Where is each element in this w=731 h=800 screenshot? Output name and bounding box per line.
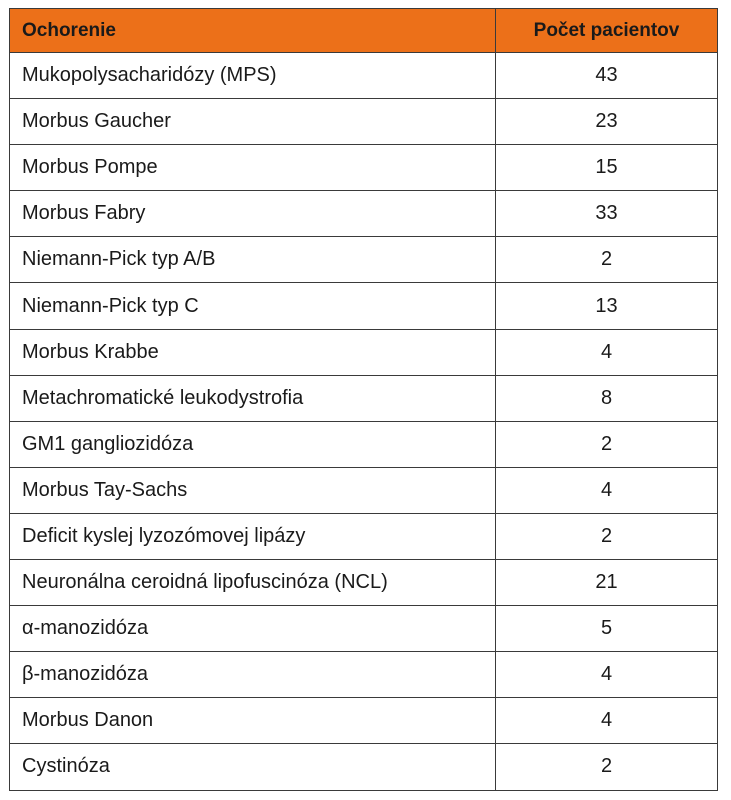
cell-count: 15: [496, 145, 718, 191]
table-row: [10, 145, 718, 191]
table-row: [10, 283, 718, 329]
cell-count: 5: [496, 606, 718, 652]
table-row: [10, 53, 718, 99]
cell-disease: Niemann-Pick typ C: [10, 283, 496, 329]
table-row: [10, 467, 718, 513]
header-patient-count: Počet pacientov: [496, 9, 718, 53]
table-row: [10, 99, 718, 145]
cell-count: 4: [496, 329, 718, 375]
table-row: [10, 560, 718, 606]
table-body: [10, 53, 718, 791]
table-row: [10, 329, 718, 375]
cell-disease: Morbus Gaucher: [10, 99, 496, 145]
cell-disease: Deficit kyslej lyzozómovej lipázy: [10, 513, 496, 559]
cell-disease: α-manozidóza: [10, 606, 496, 652]
table-row: [10, 237, 718, 283]
table-row: [10, 652, 718, 698]
cell-disease: Niemann-Pick typ A/B: [10, 237, 496, 283]
cell-count: 4: [496, 467, 718, 513]
cell-disease: Morbus Krabbe: [10, 329, 496, 375]
cell-disease: Mukopolysacharidózy (MPS): [10, 53, 496, 99]
cell-count: 4: [496, 698, 718, 744]
cell-count: 23: [496, 99, 718, 145]
cell-disease: Morbus Tay-Sachs: [10, 467, 496, 513]
table-row: [10, 375, 718, 421]
table-row: [10, 191, 718, 237]
cell-count: 13: [496, 283, 718, 329]
header-disease: Ochorenie: [10, 9, 496, 53]
cell-disease: Neuronálna ceroidná lipofuscinóza (NCL): [10, 560, 496, 606]
disease-table-container: [9, 8, 717, 791]
cell-count: 43: [496, 53, 718, 99]
table-row: [10, 606, 718, 652]
cell-count: 4: [496, 652, 718, 698]
cell-disease: GM1 gangliozidóza: [10, 421, 496, 467]
cell-disease: Morbus Pompe: [10, 145, 496, 191]
cell-count: 21: [496, 560, 718, 606]
table-row: [10, 421, 718, 467]
table-row: [10, 744, 718, 790]
cell-count: 2: [496, 513, 718, 559]
cell-count: 2: [496, 237, 718, 283]
cell-count: 2: [496, 421, 718, 467]
cell-count: 2: [496, 744, 718, 790]
cell-disease: β-manozidóza: [10, 652, 496, 698]
cell-disease: Metachromatické leukodystrofia: [10, 375, 496, 421]
disease-patient-table: [9, 8, 718, 791]
cell-disease: Cystinóza: [10, 744, 496, 790]
header-row: [10, 9, 718, 53]
table-header: [10, 9, 718, 53]
cell-disease: Morbus Fabry: [10, 191, 496, 237]
cell-count: 33: [496, 191, 718, 237]
cell-disease: Morbus Danon: [10, 698, 496, 744]
table-row: [10, 698, 718, 744]
table-row: [10, 513, 718, 559]
cell-count: 8: [496, 375, 718, 421]
